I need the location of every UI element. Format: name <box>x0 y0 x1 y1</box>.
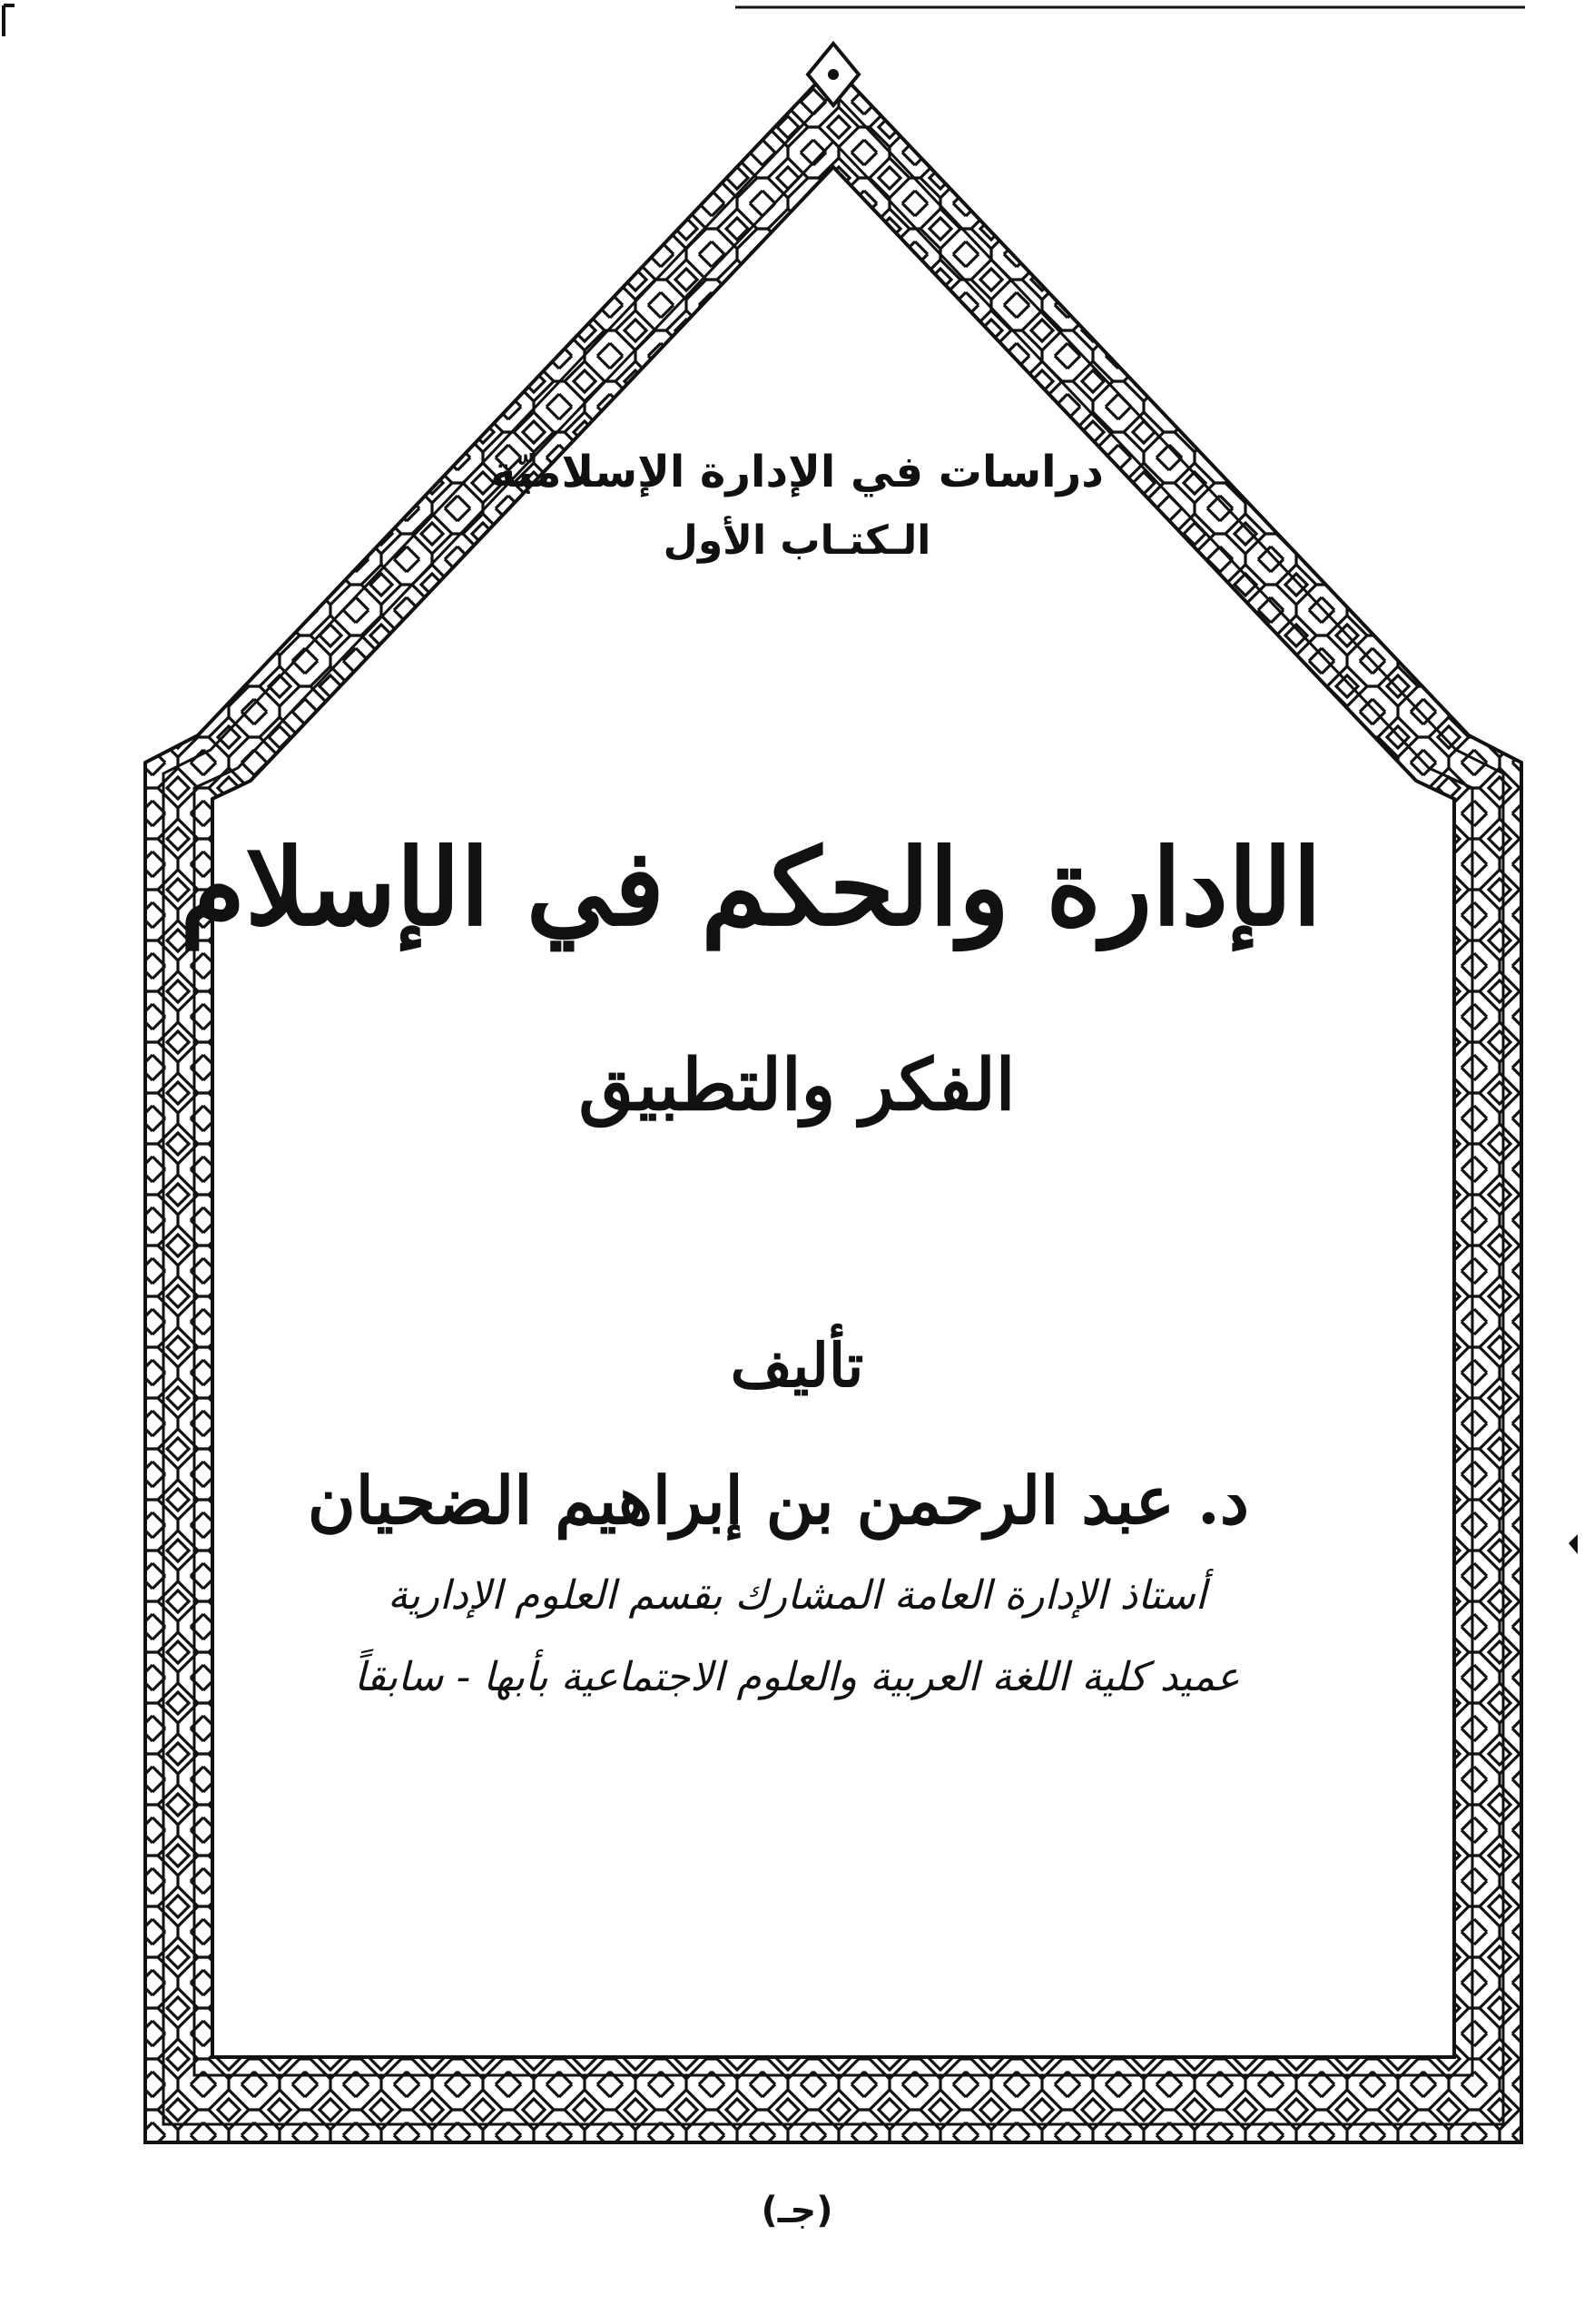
main-title: الإدارة والحكم في الإسلام <box>180 826 1322 950</box>
book-number: الـكتـاب الأول <box>663 517 931 564</box>
author-position: أستاذ الإدارة العامة المشارك بقسم العلوم الإدارية <box>387 1572 1207 1619</box>
author-former-position: عميد كلية اللغة العربية والعلوم الاجتماعية بأبها - سابقاً <box>354 1654 1240 1700</box>
page-number: (جـ) <box>761 2190 833 2231</box>
author-label: تأليف <box>730 1330 864 1401</box>
series-title: دراسات في الإدارة الإسلاميّة <box>490 447 1104 497</box>
subtitle: الفكر والتطبيق <box>578 1044 1016 1127</box>
author-name: د. عبد الرحمن بن إبراهيم الضحيان <box>307 1462 1249 1539</box>
